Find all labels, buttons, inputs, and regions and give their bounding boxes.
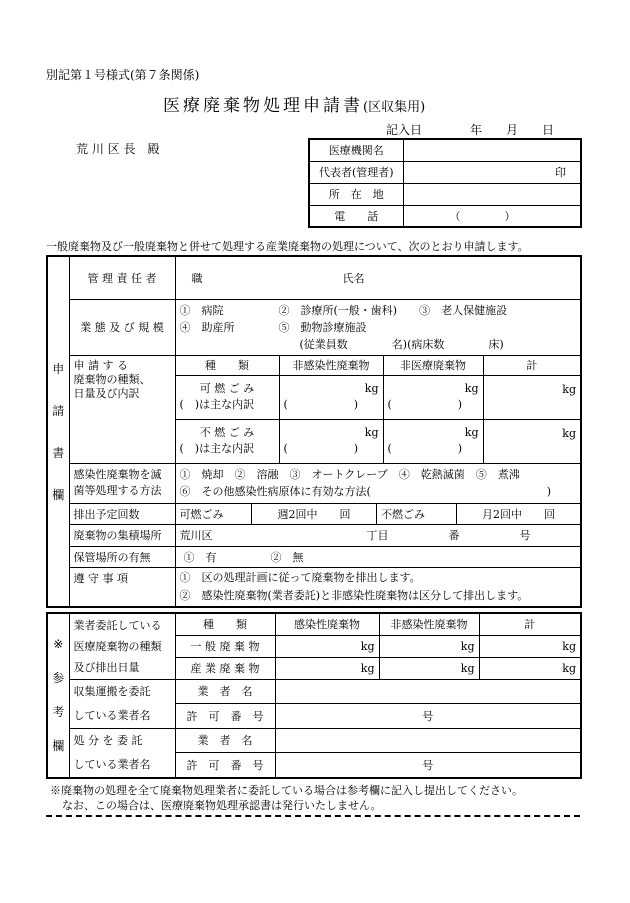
storage-label: 保管場所の有無 bbox=[69, 546, 175, 567]
collection-label: 廃棄物の集積場所 bbox=[69, 524, 175, 546]
col-type: 種 類 bbox=[175, 355, 279, 375]
burnable-nonmedical[interactable]: kg ( ) bbox=[383, 375, 483, 419]
disposal-company-label: 業 者 名 bbox=[175, 728, 275, 753]
nonburnable-type: 不 燃 ご み ( )は主な内訳 bbox=[175, 419, 279, 463]
intro-text: 一般廃棄物及び一般廃棄物と併せて処理する産業廃棄物の処理について、次のとおり申請します。 bbox=[46, 240, 529, 253]
representative-label: 代表者(管理者) bbox=[309, 161, 403, 183]
form-id: 別記第１号様式(第７条関係) bbox=[46, 68, 200, 82]
transport-permit-label: 許 可 番 号 bbox=[175, 704, 275, 729]
infect-methods[interactable]: ① 焼却 ② 溶融 ③ オートクレーブ ④ 乾熱滅菌 ⑤ 煮沸 ⑥ その他感染性病原体に有効な方法( ) bbox=[175, 463, 581, 503]
entry-date[interactable]: 記入日 年 月 日 bbox=[386, 123, 555, 137]
general-noninfect[interactable]: kg bbox=[379, 635, 479, 657]
industrial-waste-label: 産 業 廃 棄 物 bbox=[175, 657, 275, 679]
nonburnable-nonmedical[interactable]: kg ( ) bbox=[383, 419, 483, 463]
waste-label: 申 請 す る 廃棄物の種類、 日量及び内訳 bbox=[69, 355, 175, 463]
col-noninfect: 非感染性廃棄物 bbox=[279, 355, 383, 375]
general-total[interactable]: kg bbox=[479, 635, 581, 657]
burnable-noninfect[interactable]: kg ( ) bbox=[279, 375, 383, 419]
col-nonmedical: 非医療廃棄物 bbox=[383, 355, 483, 375]
rules-label: 遵 守 事 項 bbox=[69, 567, 175, 607]
disposal-label: 処 分 を 委 託 している業者名 bbox=[69, 728, 175, 778]
business-options[interactable]: ① 病院 ② 診療所(一般・歯科) ③ 老人保健施設 ④ 助産所 ⑤ 動物診療施設 (従業員数 名)(病床数 床) bbox=[175, 299, 581, 355]
ref-col-type: 種 類 bbox=[175, 613, 275, 635]
business-label: 業 態 及 び 規 模 bbox=[69, 299, 175, 355]
transport-company-label: 業 者 名 bbox=[175, 679, 275, 704]
ref-col-noninfect: 非感染性廃棄物 bbox=[379, 613, 479, 635]
applicant-table bbox=[308, 138, 582, 228]
address-field[interactable] bbox=[403, 183, 581, 205]
application-side-label: 申 請 書 欄 bbox=[47, 256, 69, 607]
infect-label: 感染性廃棄物を滅 菌等処理する方法 bbox=[69, 463, 175, 503]
footer-note-2: なお、この場合は、医療廃棄物処理承認書は発行いたしません。 bbox=[62, 799, 382, 812]
disposal-permit-field[interactable]: 号 bbox=[275, 753, 581, 778]
general-infect[interactable]: kg bbox=[275, 635, 379, 657]
schedule-row[interactable]: 可燃ごみ 週2回中 回 不燃ごみ 月2回中 回 bbox=[175, 503, 581, 524]
institution-field[interactable] bbox=[403, 139, 581, 161]
burnable-total[interactable]: kg bbox=[483, 375, 581, 419]
page-title bbox=[163, 91, 425, 116]
transport-permit-field[interactable]: 号 bbox=[275, 704, 581, 729]
reference-side-label: ※ 参 考 欄 bbox=[47, 613, 69, 778]
storage-options[interactable]: ① 有 ② 無 bbox=[175, 546, 581, 567]
industrial-total[interactable]: kg bbox=[479, 657, 581, 679]
burnable-type: 可 燃 ご み ( )は主な内訳 bbox=[175, 375, 279, 419]
consign-label: 業者委託している 医療廃棄物の種類 及び排出日量 bbox=[69, 613, 175, 679]
nonburnable-noninfect[interactable]: kg ( ) bbox=[279, 419, 383, 463]
institution-label: 医療機関名 bbox=[309, 139, 403, 161]
collection-field[interactable]: 荒川区 丁目 番 号 bbox=[175, 524, 581, 546]
phone-label: 電 話 bbox=[309, 205, 403, 227]
title-sub: (区収集用) bbox=[363, 100, 426, 115]
addressee: 荒 川 区 長 殿 bbox=[76, 142, 160, 156]
disposal-permit-label: 許 可 番 号 bbox=[175, 753, 275, 778]
manager-label: 管 理 責 任 者 bbox=[69, 256, 175, 299]
industrial-noninfect[interactable]: kg bbox=[379, 657, 479, 679]
seal-mark: 印 bbox=[555, 166, 566, 179]
transport-label: 収集運搬を委託 している業者名 bbox=[69, 679, 175, 728]
general-waste-label: 一 般 廃 棄 物 bbox=[175, 635, 275, 657]
cut-line bbox=[46, 815, 580, 817]
application-table bbox=[46, 255, 582, 608]
manager-field[interactable]: 職 氏名 bbox=[175, 256, 581, 299]
rules-text: ① 区の処理計画に従って廃棄物を排出します。 ② 感染性廃棄物(業者委託)と非感染性廃棄物は区分して排出します。 bbox=[175, 567, 581, 607]
address-label: 所 在 地 bbox=[309, 183, 403, 205]
reference-table bbox=[46, 612, 582, 779]
phone-field[interactable] bbox=[403, 205, 581, 227]
disposal-company-field[interactable] bbox=[275, 728, 581, 753]
schedule-label: 排出予定回数 bbox=[69, 503, 175, 524]
ref-col-total: 計 bbox=[479, 613, 581, 635]
col-total: 計 bbox=[483, 355, 581, 375]
phone-paren: （ ） bbox=[449, 209, 516, 223]
representative-field[interactable] bbox=[403, 161, 581, 183]
footer-note-1: ※廃棄物の処理を全て廃棄物処理業者に委託している場合は参考欄に記入し提出してください。 bbox=[50, 784, 523, 797]
transport-company-field[interactable] bbox=[275, 679, 581, 704]
nonburnable-total[interactable]: kg bbox=[483, 419, 581, 463]
ref-col-infect: 感染性廃棄物 bbox=[275, 613, 379, 635]
industrial-infect[interactable]: kg bbox=[275, 657, 379, 679]
title-main: 医療廃棄物処理申請書 bbox=[163, 96, 363, 116]
